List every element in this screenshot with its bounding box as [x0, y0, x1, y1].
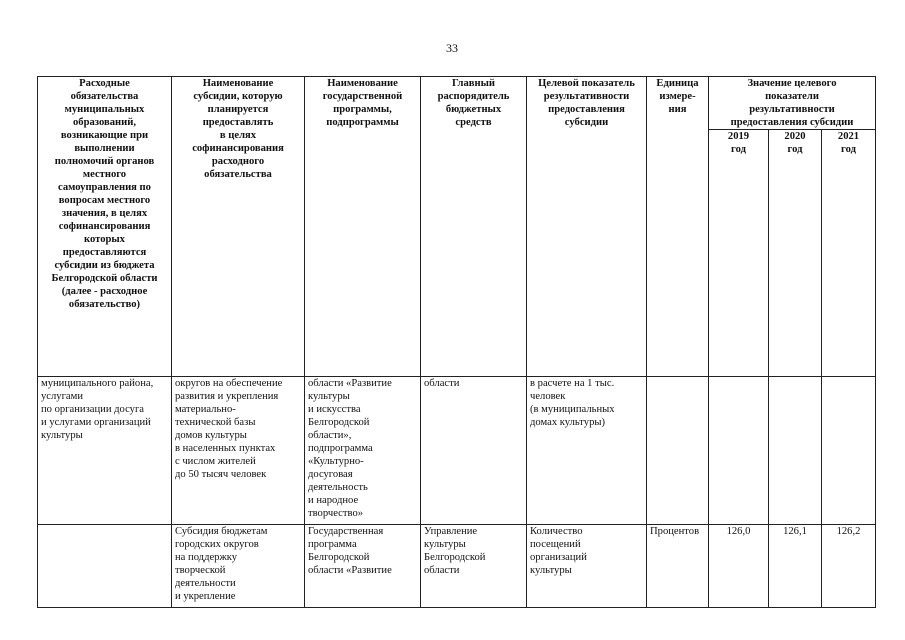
header-unit: Единица измере- ния — [647, 77, 709, 377]
header-program-name: Наименование государственной программы, подпрограммы — [305, 77, 421, 377]
cell-value-2019: 126,0 — [709, 525, 769, 608]
cell-subsidy: округов на обеспечение развития и укрепления материально- технической базы домов культуры в населенных пунктах с числом жителей до 50 тысяч человек — [172, 377, 305, 525]
subsidy-table — [37, 76, 876, 608]
cell-value-2021: 126,2 — [822, 525, 876, 608]
cell-administrator: области — [421, 377, 527, 525]
cell-obligation — [38, 525, 172, 608]
header-year-2020: 2020 год — [769, 130, 822, 377]
header-target-indicator: Целевой показатель результативности предоставления субсидии — [527, 77, 647, 377]
cell-program: Государственная программа Белгородской области «Развитие — [305, 525, 421, 608]
header-target-value: Значение целевого показатели результативности предоставления субсидии — [709, 77, 876, 130]
cell-value-2020 — [769, 377, 822, 525]
table-row — [38, 525, 876, 608]
header-obligations: Расходные обязательства муниципальных образований, возникающие при выполнении полномочий органов местного самоуправления по вопросам местного значения, в целях софинансирования которых предоставляются субсидии из бюджета Белгородской области (далее - расходное обязательство) — [38, 77, 172, 377]
header-year-2019: 2019 год — [709, 130, 769, 377]
cell-unit — [647, 377, 709, 525]
header-row — [38, 77, 876, 130]
header-subsidy-name: Наименование субсидии, которую планируется предоставлять в целях софинансирования расходного обязательства — [172, 77, 305, 377]
header-year-2021: 2021 год — [822, 130, 876, 377]
table-row — [38, 377, 876, 525]
cell-indicator: в расчете на 1 тыс. человек (в муниципальных домах культуры) — [527, 377, 647, 525]
header-chief-administrator: Главный распорядитель бюджетных средств — [421, 77, 527, 377]
cell-indicator: Количество посещений организаций культуры — [527, 525, 647, 608]
cell-value-2020: 126,1 — [769, 525, 822, 608]
cell-value-2021 — [822, 377, 876, 525]
page-number: 33 — [446, 41, 458, 55]
cell-program: области «Развитие культуры и искусства Белгородской области», подпрограмма «Культурно- досуговая деятельность и народное творчество» — [305, 377, 421, 525]
cell-obligation: муниципального района, услугами по организации досуга и услугами организаций культуры — [38, 377, 172, 525]
cell-unit: Процентов — [647, 525, 709, 608]
cell-administrator: Управление культуры Белгородской области — [421, 525, 527, 608]
cell-subsidy: Субсидия бюджетам городских округов на поддержку творческой деятельности и укрепление — [172, 525, 305, 608]
cell-value-2019 — [709, 377, 769, 525]
